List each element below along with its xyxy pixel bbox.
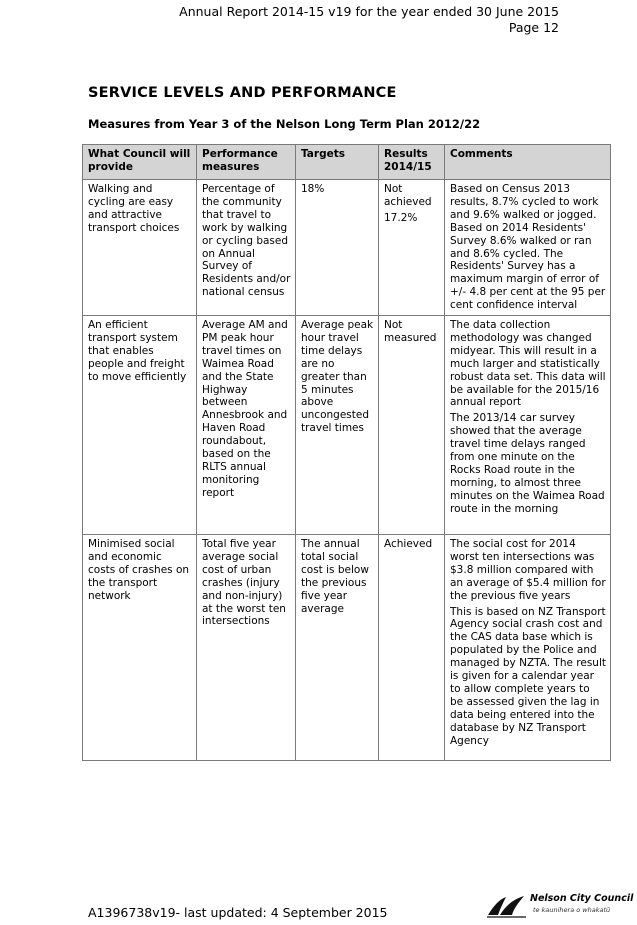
cell-target: Average peak hour travel time delays are no greater than 5 minutes above uncongested travel times [296, 316, 379, 535]
col-header-results: Results 2014/15 [379, 145, 445, 180]
council-logo [486, 893, 634, 919]
comment-paragraph: The data collection methodology was changed midyear. This will result in a much larger and statistically robust data set. This data will be available for the 2015/16 annual report [450, 319, 606, 409]
result-status: Achieved [384, 538, 433, 550]
nelson-logo-icon [486, 893, 528, 919]
result-value: 17.2% [384, 211, 418, 224]
document-id-footer: A1396738v19- last updated: 4 September 2015 [88, 905, 388, 920]
cell-result [379, 535, 445, 761]
cell-provide: Minimised social and economic costs of crashes on the transport network [83, 535, 197, 761]
service-levels-table [82, 144, 611, 761]
page-number: Page 12 [508, 20, 559, 35]
cell-result [379, 316, 445, 535]
cell-target: 18% [296, 180, 379, 316]
table-header-row [83, 145, 611, 180]
cell-measure: Total five year average social cost of urban crashes (injury and non-injury) at the worst ten intersections [197, 535, 296, 761]
comment-paragraph: The 2013/14 car survey showed that the average travel time delays ranged from one minute on the Rocks Road route in the morning, to almost three minutes on the Waimea Road route in the morning [450, 412, 605, 515]
cell-comments [445, 316, 611, 535]
col-header-provide: What Council will provide [83, 145, 197, 180]
cell-comments [445, 535, 611, 761]
cell-provide: Walking and cycling are easy and attractive transport choices [83, 180, 197, 316]
col-header-comments: Comments [445, 145, 611, 180]
table-row [83, 180, 611, 316]
section-subtitle: Measures from Year 3 of the Nelson Long Term Plan 2012/22 [88, 117, 481, 131]
comment-paragraph: The social cost for 2014 worst ten intersections was $3.8 million compared with an average of $5.4 million for the previous five years [450, 538, 606, 602]
logo-subtitle: te kaunihera o whakatū [533, 906, 611, 914]
cell-provide: An efficient transport system that enables people and freight to move efficiently [83, 316, 197, 535]
cell-measure: Average AM and PM peak hour travel times on Waimea Road and the State Highway between Annesbrook and Haven Road roundabout, based on the RLTS annual monitoring report [197, 316, 296, 535]
cell-comments [445, 180, 611, 316]
col-header-measures: Performance measures [197, 145, 296, 180]
table-row [83, 316, 611, 535]
cell-target: The annual total social cost is below the previous five year average [296, 535, 379, 761]
col-header-targets: Targets [296, 145, 379, 180]
result-status: Not measured [384, 319, 437, 344]
cell-measure: Percentage of the community that travel to work by walking or cycling based on Annual Survey of Residents and/or national census [197, 180, 296, 316]
result-status: Not achieved [384, 183, 432, 208]
comment-paragraph: This is based on NZ Transport Agency social crash cost and the CAS data base which is populated by the Police and managed by NZTA. The result is given for a calendar year to allow complete years to be assessed given the lag in data being entered into the database by NZ Transport Agency [450, 605, 606, 747]
section-title: SERVICE LEVELS AND PERFORMANCE [88, 85, 397, 101]
comment-paragraph: Based on Census 2013 results, 8.7% cycled to work and 9.6% walked or jogged. Based on 2014 Residents' Survey 8.6% walked or ran and 8.6% cycled. The Residents' Survey has a maximum margin of error of +/- 4.8 per cent at the 95 per cent confidence interval [450, 183, 606, 312]
report-title-line: Annual Report 2014-15 v19 for the year ended 30 June 2015 [179, 4, 559, 19]
running-header [179, 4, 559, 36]
logo-name: Nelson City Council [530, 893, 634, 904]
cell-result [379, 180, 445, 316]
table-row [83, 535, 611, 761]
